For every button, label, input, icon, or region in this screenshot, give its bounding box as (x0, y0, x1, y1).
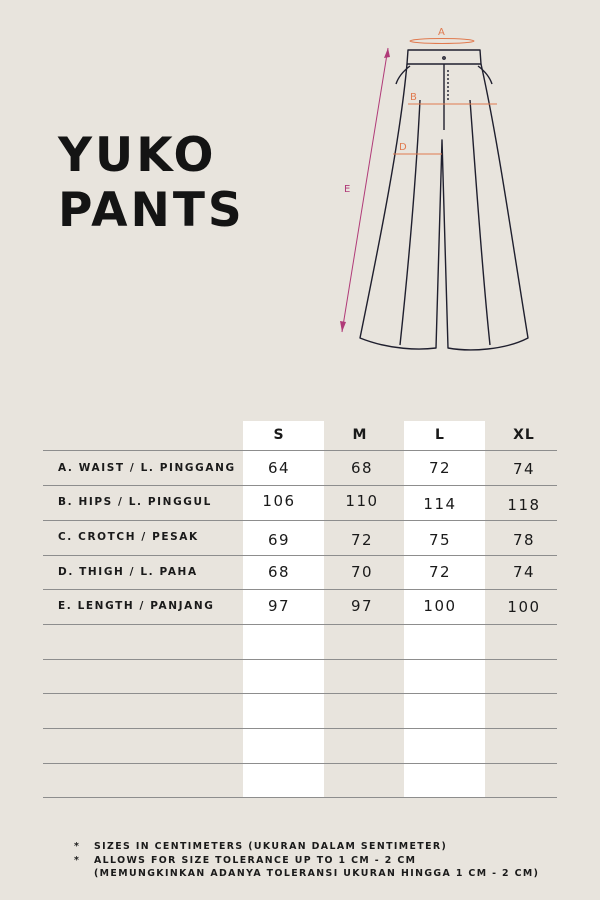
bullet: * (74, 854, 81, 866)
divider (43, 728, 557, 729)
table-cell: 69 (267, 531, 291, 549)
footnotes (74, 840, 539, 881)
table-cell: 97 (350, 597, 374, 615)
header-l: L (435, 427, 445, 443)
divider (43, 763, 557, 764)
label-e: E (344, 184, 351, 195)
row-label-hips: B. HIPS / L. PINGGUL (58, 496, 212, 508)
label-d: D (399, 142, 407, 153)
divider (43, 555, 557, 556)
table-cell: 74 (512, 563, 536, 581)
divider (43, 797, 557, 798)
divider (43, 693, 557, 694)
table-cell: 64 (267, 459, 291, 477)
table-cell: 97 (267, 597, 291, 615)
divider (43, 520, 557, 521)
pants-diagram (330, 20, 550, 360)
table-cell: 118 (507, 496, 541, 514)
table-cell: 68 (350, 459, 374, 477)
header-xl: XL (513, 427, 535, 443)
bullet: * (74, 841, 81, 852)
row-label-waist: A. WAIST / L. PINGGANG (58, 462, 236, 474)
table-cell: 78 (512, 531, 536, 549)
note-tolerance: ALLOWS FOR SIZE TOLERANCE UP TO 1 CM - 2 CM (94, 854, 417, 866)
title-line-1: YUKO (58, 128, 217, 183)
header-m: M (352, 427, 368, 443)
table-cell: 68 (267, 563, 291, 581)
table-cell: 75 (428, 531, 452, 549)
table-cell: 114 (423, 495, 457, 513)
note-tolerance-translation: (MEMUNGKINKAN ADANYA TOLERANSI UKURAN HINGGA 1 CM - 2 CM) (94, 868, 540, 879)
table-cell: 100 (507, 598, 541, 616)
title-line-2: PANTS (58, 183, 245, 238)
table-cell: 72 (350, 531, 374, 549)
divider (43, 589, 557, 590)
label-a: A (438, 27, 445, 38)
table-cell: 70 (350, 563, 374, 581)
table-cell: 74 (512, 460, 536, 478)
table-cell: 106 (262, 492, 296, 510)
product-title (58, 128, 245, 238)
table-cell: 100 (423, 597, 457, 615)
header-s: S (273, 427, 285, 443)
table-cell: 72 (428, 459, 452, 477)
row-label-thigh: D. THIGH / L. PAHA (58, 566, 198, 578)
row-label-length: E. LENGTH / PANJANG (58, 600, 215, 612)
table-cell: 110 (345, 492, 379, 510)
divider (43, 485, 557, 486)
divider (43, 450, 557, 451)
note-units: SIZES IN CENTIMETERS (UKURAN DALAM SENTIMETER) (94, 841, 448, 852)
table-cell: 72 (428, 563, 452, 581)
row-label-crotch: C. CROTCH / PESAK (58, 531, 199, 543)
label-b: B (410, 92, 417, 103)
divider (43, 659, 557, 660)
divider (43, 624, 557, 625)
